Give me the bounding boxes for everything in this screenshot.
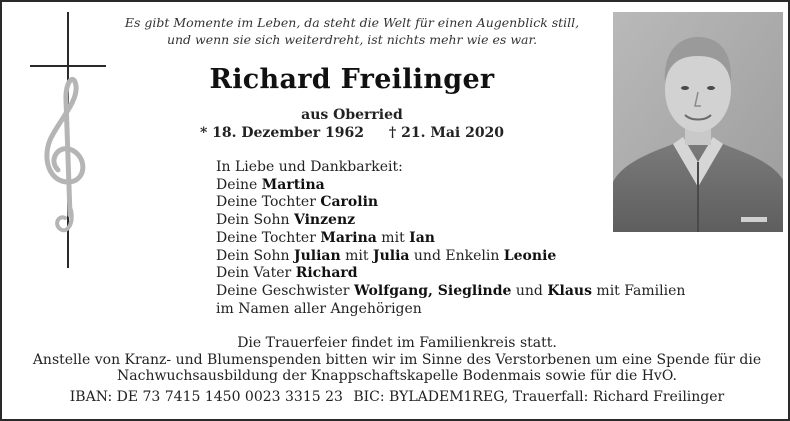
- mourner-text: Dein Vater: [216, 265, 296, 282]
- mourner-text: Deine Tochter: [216, 194, 321, 211]
- mourner-name: Richard: [295, 265, 358, 282]
- mourner-text: Deine Geschwister: [216, 282, 354, 299]
- memorial-quote: [122, 14, 582, 48]
- mourner-name: Marina: [320, 229, 377, 246]
- mourner-row: [216, 212, 636, 230]
- mourner-text: mit Familien: [591, 282, 686, 299]
- cross-horizontal-bar: [30, 65, 106, 67]
- treble-clef-icon: [47, 79, 83, 230]
- deceased-name: Richard Freilinger: [209, 64, 495, 95]
- deceased-origin: aus Oberried: [301, 107, 403, 123]
- bank-details: [22, 389, 772, 405]
- mourner-row: [216, 194, 636, 212]
- mourner-name: Wolfgang, Sieglinde: [353, 282, 512, 299]
- mourner-text: mit: [376, 229, 410, 246]
- mourner-name: Martina: [261, 176, 325, 193]
- funeral-info: [22, 335, 772, 385]
- photo-eye-left: [681, 86, 689, 90]
- quote-line: Es gibt Momente im Leben, da steht die Welt für einen Augenblick still,: [124, 15, 580, 30]
- photo-jacket-label: [741, 217, 767, 222]
- mourner-text: Dein Sohn: [216, 212, 294, 229]
- funeral-line: Anstelle von Kranz- und Blumenspenden bitten wir im Sinne des Verstorbenen um eine Spende für die: [32, 351, 762, 368]
- photo-eye-right: [707, 86, 715, 90]
- mourner-text: und Enkelin: [409, 247, 504, 264]
- mourner-row: [216, 230, 636, 248]
- mourner-row: [216, 301, 636, 319]
- mourner-row: [216, 265, 636, 283]
- mourners-intro: In Liebe und Dankbarkeit:: [216, 159, 403, 175]
- portrait-photo: [613, 12, 783, 232]
- mourner-text: im Namen aller Angehörigen: [216, 300, 422, 317]
- mourner-text: Dein Sohn: [216, 247, 294, 264]
- mourner-row: [216, 177, 636, 195]
- mourner-name: Vinzenz: [293, 212, 356, 229]
- bank-reference: Trauerfall: Richard Freilinger: [512, 389, 725, 405]
- mourner-text: Deine: [216, 176, 262, 193]
- funeral-line: Die Trauerfeier findet im Familienkreis statt.: [237, 335, 557, 351]
- mourner-row: [216, 282, 686, 301]
- mourner-text: und: [511, 282, 548, 299]
- mourner-name: Julia: [372, 247, 410, 264]
- mourner-text: Deine Tochter: [216, 229, 321, 246]
- iban: IBAN: DE 73 7415 1450 0023 3315 23: [69, 389, 343, 405]
- mourner-name: Julian: [293, 247, 341, 264]
- mourner-name: Ian: [409, 229, 435, 246]
- mourner-text: mit: [340, 247, 373, 264]
- death-date: † 21. Mai 2020: [388, 125, 505, 141]
- life-dates: [152, 125, 552, 141]
- birth-date: * 18. Dezember 1962: [199, 125, 365, 141]
- mourner-name: Leonie: [503, 247, 557, 264]
- bic: BIC: BYLADEM1REG,: [353, 389, 509, 405]
- cross-with-treble-clef-icon: [26, 10, 106, 280]
- mourner-name: Carolin: [320, 194, 379, 211]
- funeral-line: Nachwuchsausbildung der Knappschaftskapelle Bodenmais sowie für die HvO.: [117, 368, 677, 384]
- mourner-name: Klaus: [547, 282, 592, 299]
- quote-line: und wenn sie sich weiterdreht, ist nichts mehr wie es war.: [166, 32, 538, 47]
- mourner-row: [216, 248, 636, 266]
- mourners-list: [216, 159, 686, 318]
